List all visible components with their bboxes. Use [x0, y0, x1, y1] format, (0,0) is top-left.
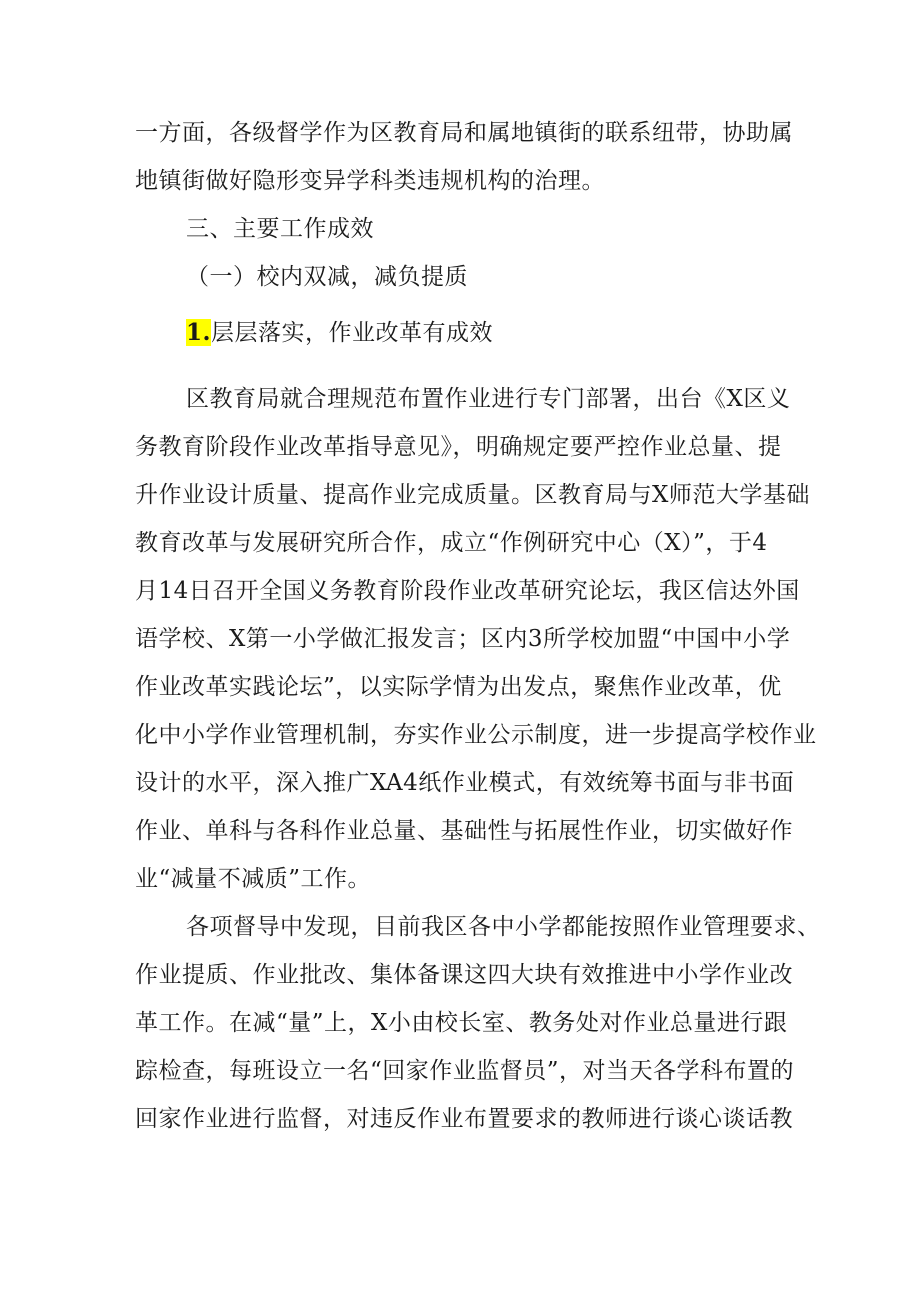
- paragraph-line: 作业改革实践论坛”，以实际学情为出发点，聚焦作业改革，优: [135, 674, 782, 700]
- paragraph-line: 语学校、X第一小学做汇报发言；区内3所学校加盟“中国中小学: [135, 626, 791, 652]
- paragraph-line: 一方面，各级督学作为区教育局和属地镇街的联系纽带，协助属: [135, 120, 793, 146]
- paragraph-line: 回家作业进行监督，对违反作业布置要求的教师进行谈心谈话教: [135, 1106, 793, 1132]
- heading-number: 1.: [186, 319, 212, 346]
- numbered-heading: [186, 318, 493, 348]
- paragraph-line: 设计的水平，深入推广XA4纸作业模式，有效统筹书面与非书面: [135, 770, 795, 796]
- paragraph-line: 化中小学作业管理机制，夯实作业公示制度，进一步提高学校作业: [135, 722, 817, 748]
- paragraph-line: 月14日召开全国义务教育阶段作业改革研究论坛，我区信达外国: [135, 578, 800, 604]
- section-heading: 三、主要工作成效: [186, 216, 374, 242]
- paragraph-line: 各项督导中发现，目前我区各中小学都能按照作业管理要求、: [186, 914, 821, 940]
- paragraph-line: 革工作。在减“量”上，X小由校长室、教务处对作业总量进行跟: [135, 1010, 788, 1036]
- subsection-heading: （一）校内双减，减负提质: [186, 264, 468, 290]
- paragraph-line: 务教育阶段作业改革指导意见》，明确规定要严控作业总量、提: [135, 434, 782, 460]
- paragraph-line: 作业提质、作业批改、集体备课这四大块有效推进中小学作业改: [135, 962, 793, 988]
- paragraph-line: 踪检查，每班设立一名“回家作业监督员”，对当天各学科布置的: [135, 1058, 795, 1084]
- paragraph-line: 地镇街做好隐形变异学科类违规机构的治理。: [135, 168, 605, 194]
- paragraph-line: 业“减量不减质”工作。: [135, 866, 372, 892]
- paragraph-line: 区教育局就合理规范布置作业进行专门部署，出台《X区义: [186, 386, 791, 412]
- paragraph-line: 作业、单科与各科作业总量、基础性与拓展性作业，切实做好作: [135, 818, 793, 844]
- paragraph-line: 教育改革与发展研究所合作，成立“作例研究中心（X）”，于4: [135, 530, 768, 556]
- heading-text: 层层落实，作业改革有成效: [211, 320, 494, 346]
- paragraph-line: 升作业设计质量、提高作业完成质量。区教育局与X师范大学基础: [135, 482, 810, 508]
